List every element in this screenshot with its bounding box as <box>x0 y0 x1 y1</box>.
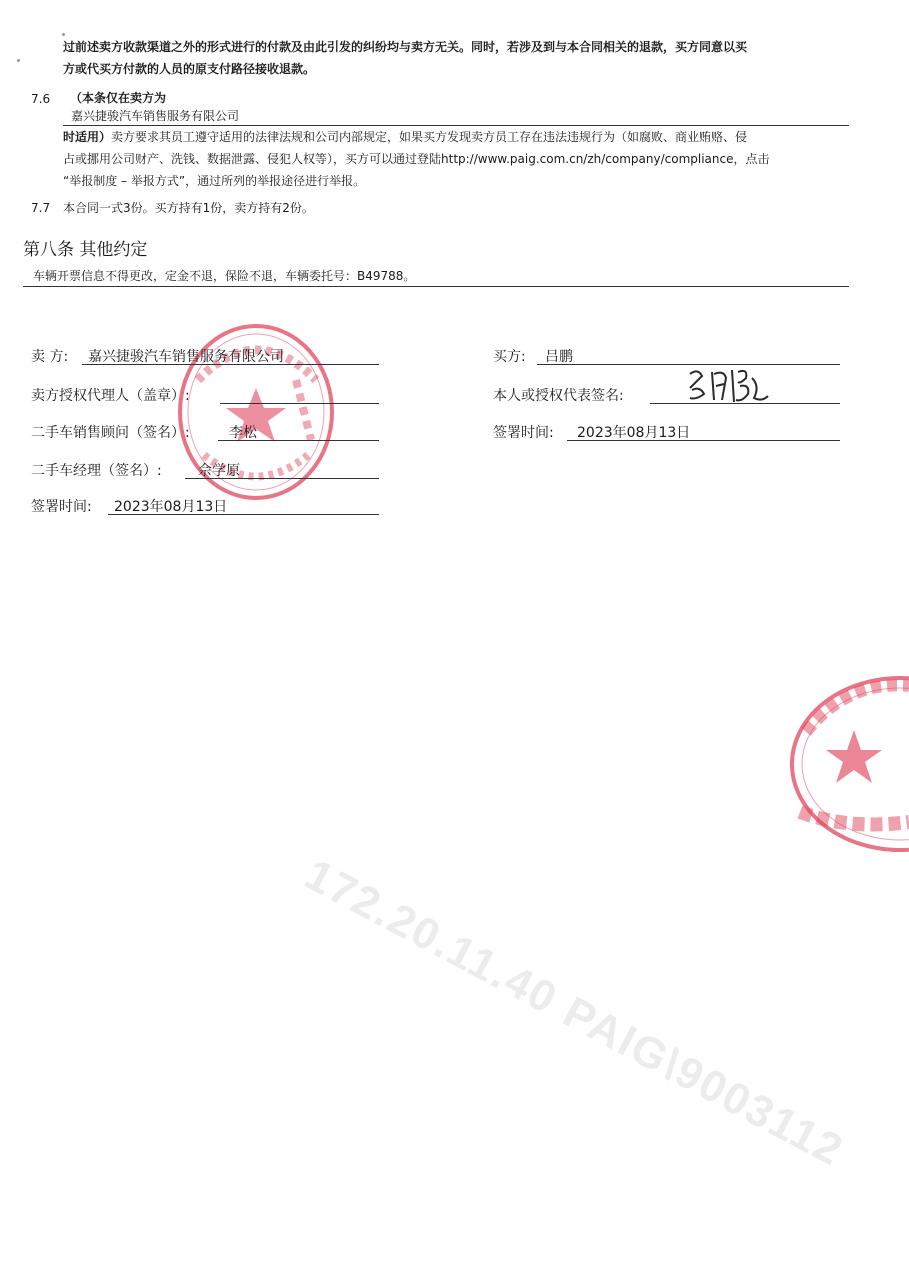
seller-date-value: 2023年08月13日 <box>114 499 228 515</box>
clause-7-6-text-1: 卖方要求其员工遵守适用的法律法规和公司内部规定，如果买方发现卖方员工存在违法违规行为（如腐败、商业贿赂、侵 <box>111 130 748 144</box>
consultant-value: 李松 <box>229 425 257 441</box>
buyer-handwritten-signature <box>682 364 772 408</box>
consultant-label: 二手车销售顾问（签名）: <box>31 425 190 441</box>
manager-value: 佘学原 <box>198 463 240 479</box>
clause-7-6-text-2: 占或挪用公司财产、洗钱、数据泄露、侵犯人权等），买方可以通过登陆http://www.paig.com.cn/zh/company/compliance，点击 <box>63 152 770 166</box>
article-8-heading: 第八条 其他约定 <box>23 240 148 260</box>
clause-7-6-company-field <box>63 107 849 126</box>
right-seal-stamp <box>788 672 909 862</box>
clause-number: 7.6 <box>31 92 51 106</box>
clause-intro <box>63 36 863 80</box>
seller-value: 嘉兴捷骏汽车销售服务有限公司 <box>88 349 284 365</box>
clause-7-6-prefix: （本条仅在卖方为 <box>70 91 167 105</box>
scan-dot <box>17 59 20 62</box>
manager-label: 二手车经理（签名）: <box>31 463 162 479</box>
clause-intro-line-1: 过前述卖方收款渠道之外的形式进行的付款及由此引发的纠纷均与卖方无关。同时，若涉及到与本合同相关的退款，买方同意以买 <box>63 40 748 54</box>
article-8-text: 车辆开票信息不得更改，定金不退，保险不退，车辆委托号：B49788。 <box>33 269 416 283</box>
article-8-field <box>23 266 849 287</box>
buyer-label: 买方: <box>493 349 526 365</box>
buyer-date-value: 2023年08月13日 <box>577 425 691 441</box>
clause-7-7-text: 本合同一式3份。买方持有1份，卖方持有2份。 <box>63 201 314 215</box>
clause-number: 7.7 <box>31 201 51 215</box>
clause-7-6-body <box>63 126 863 192</box>
buyer-sign-label: 本人或授权代表签名: <box>493 388 624 404</box>
buyer-field <box>537 346 840 365</box>
clause-7-6-company: 嘉兴捷骏汽车销售服务有限公司 <box>71 109 240 123</box>
seller-date-label: 签署时间: <box>31 499 92 515</box>
buyer-value: 吕鹏 <box>545 349 573 365</box>
clause-7-6-text-3: “举报制度 – 举报方式”，通过所列的举报途径进行举报。 <box>63 174 366 188</box>
seller-agent-field <box>220 385 379 404</box>
watermark-text: 172.20.11.40 PAIG\9003112 <box>296 850 852 1176</box>
clause-intro-line-2: 方或代买方付款的人员的原支付路径接收退款。 <box>63 62 316 76</box>
seller-label: 卖 方: <box>31 349 69 365</box>
buyer-date-label: 签署时间: <box>493 425 554 441</box>
seller-agent-label: 卖方授权代理人（盖章）: <box>31 388 190 404</box>
clause-7-6-suffix: 时适用） <box>63 130 112 144</box>
